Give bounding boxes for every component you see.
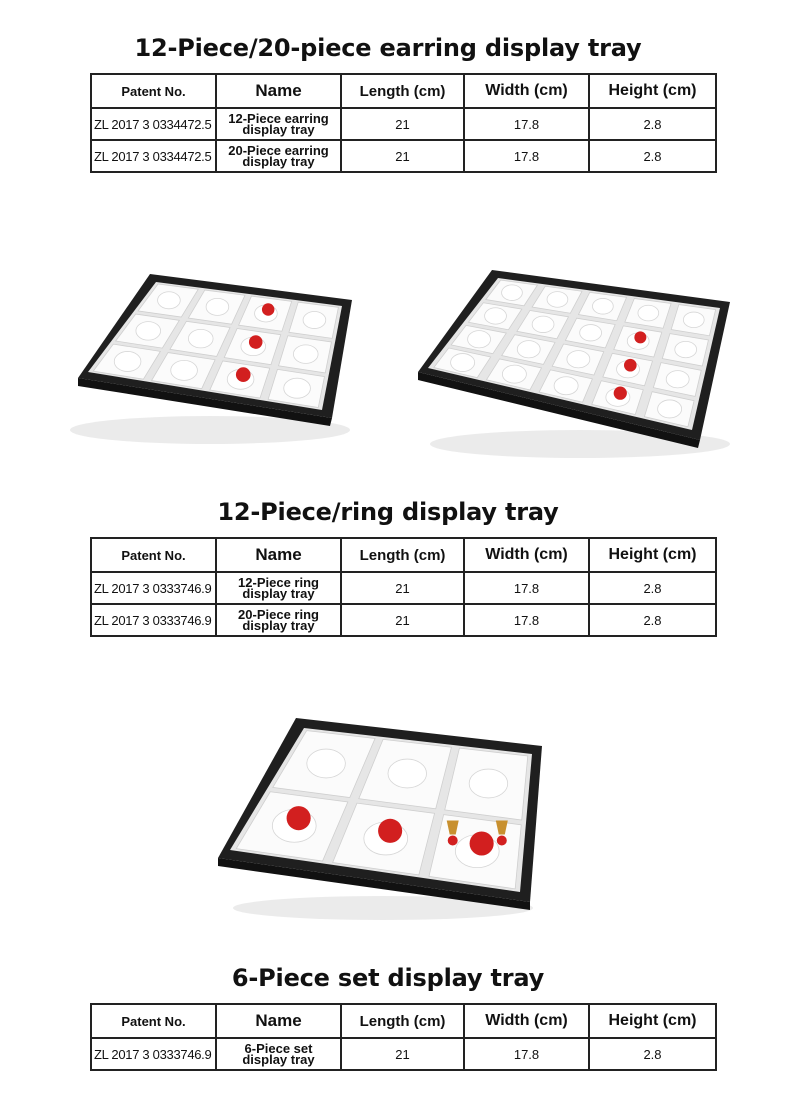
ring-holder xyxy=(303,312,326,329)
cell-name xyxy=(216,108,341,140)
ring-holder xyxy=(675,341,697,357)
header-width: Width (cm) xyxy=(464,1004,589,1038)
cell-patent: ZL 2017 3 0333746.9 xyxy=(91,572,216,604)
red-ring xyxy=(378,819,402,843)
table-row xyxy=(91,604,716,636)
photo-12-piece-tray xyxy=(60,260,370,450)
red-ring xyxy=(287,806,311,830)
table-header-row xyxy=(91,1004,716,1038)
spec-table-earring xyxy=(90,73,717,173)
red-ring xyxy=(236,367,251,382)
header-patent: Patent No. xyxy=(91,74,216,108)
ring-holder xyxy=(666,371,689,388)
ring-holder xyxy=(658,400,682,418)
cell-name xyxy=(216,140,341,172)
header-width: Width (cm) xyxy=(464,538,589,572)
cell-width: 17.8 xyxy=(464,108,589,140)
cell-height: 2.8 xyxy=(589,140,716,172)
ring-holder xyxy=(580,325,602,341)
red-drop xyxy=(448,835,458,845)
table-header-row xyxy=(91,538,716,572)
section-title-set-tray: 6-Piece set display tray xyxy=(231,964,545,992)
name-line: display tray xyxy=(242,586,315,601)
ring-holder xyxy=(469,769,508,798)
table-row xyxy=(91,108,716,140)
ring-holder xyxy=(388,759,427,788)
table-header-row xyxy=(91,74,716,108)
red-ring xyxy=(470,831,494,855)
red-drop xyxy=(497,835,507,845)
red-ring xyxy=(249,335,263,349)
ring-holder xyxy=(554,377,578,395)
header-name: Name xyxy=(216,1004,341,1038)
cell-patent: ZL 2017 3 0334472.5 xyxy=(91,108,216,140)
ring-holder xyxy=(206,298,229,315)
red-ring xyxy=(624,359,637,372)
name-line: display tray xyxy=(242,618,315,633)
ring-holder xyxy=(502,285,523,301)
ring-holder xyxy=(307,749,346,778)
table-row xyxy=(91,140,716,172)
header-length: Length (cm) xyxy=(341,74,464,108)
spec-table-ring xyxy=(90,537,717,637)
ring-holder xyxy=(638,305,659,321)
cell-height: 2.8 xyxy=(589,1038,716,1070)
header-name: Name xyxy=(216,538,341,572)
cell-width: 17.8 xyxy=(464,140,589,172)
header-height: Height (cm) xyxy=(589,538,716,572)
name-line: display tray xyxy=(242,1052,315,1067)
cell-length: 21 xyxy=(341,140,464,172)
table-row xyxy=(91,572,716,604)
cell-length: 21 xyxy=(341,572,464,604)
header-length: Length (cm) xyxy=(341,1004,464,1038)
header-height: Height (cm) xyxy=(589,74,716,108)
ring-holder xyxy=(683,312,704,328)
ring-holder xyxy=(136,322,161,341)
ring-holder xyxy=(517,341,540,358)
header-height: Height (cm) xyxy=(589,1004,716,1038)
table-row xyxy=(91,1038,716,1070)
red-ring xyxy=(262,303,274,315)
ring-holder xyxy=(468,331,491,348)
ring-holder xyxy=(485,308,507,324)
cell-height: 2.8 xyxy=(589,604,716,636)
name-line: 20-Piece ring xyxy=(238,607,319,622)
cell-height: 2.8 xyxy=(589,108,716,140)
cell-height: 2.8 xyxy=(589,572,716,604)
name-line: display tray xyxy=(242,122,315,137)
ring-holder xyxy=(532,316,554,332)
cell-length: 21 xyxy=(341,1038,464,1070)
cell-name xyxy=(216,572,341,604)
header-patent: Patent No. xyxy=(91,538,216,572)
cell-name xyxy=(216,604,341,636)
cell-width: 17.8 xyxy=(464,1038,589,1070)
name-line: 12-Piece ring xyxy=(238,575,319,590)
ring-holder xyxy=(451,354,475,372)
cell-patent: ZL 2017 3 0333746.9 xyxy=(91,604,216,636)
cell-width: 17.8 xyxy=(464,572,589,604)
header-width: Width (cm) xyxy=(464,74,589,108)
ring-holder xyxy=(171,360,198,380)
section-title-ring-tray: 12-Piece/ring display tray xyxy=(217,498,559,526)
cell-length: 21 xyxy=(341,108,464,140)
ring-holder xyxy=(592,298,613,314)
cell-patent: ZL 2017 3 0334472.5 xyxy=(91,140,216,172)
red-ring xyxy=(634,331,646,343)
photo-20-piece-tray xyxy=(410,262,740,462)
header-patent: Patent No. xyxy=(91,1004,216,1038)
ring-holder xyxy=(547,292,568,308)
ring-holder xyxy=(502,365,526,383)
ring-holder xyxy=(567,351,590,368)
header-name: Name xyxy=(216,74,341,108)
ring-holder xyxy=(188,329,213,348)
ring-holder xyxy=(114,351,141,371)
name-line: 20-Piece earring xyxy=(228,143,329,158)
name-line: 12-Piece earring xyxy=(228,111,329,126)
photo-6-piece-tray xyxy=(208,712,553,922)
red-ring xyxy=(614,387,627,400)
header-length: Length (cm) xyxy=(341,538,464,572)
ring-holder xyxy=(158,292,181,309)
spec-table-set xyxy=(90,1003,717,1071)
ring-holder xyxy=(293,345,318,364)
cell-name xyxy=(216,1038,341,1070)
cell-length: 21 xyxy=(341,604,464,636)
ring-holder xyxy=(284,378,311,398)
name-line: display tray xyxy=(242,154,315,169)
cell-width: 17.8 xyxy=(464,604,589,636)
cell-patent: ZL 2017 3 0333746.9 xyxy=(91,1038,216,1070)
name-line: 6-Piece set xyxy=(244,1041,313,1056)
section-title-earring-tray: 12-Piece/20-piece earring display tray xyxy=(134,34,642,62)
